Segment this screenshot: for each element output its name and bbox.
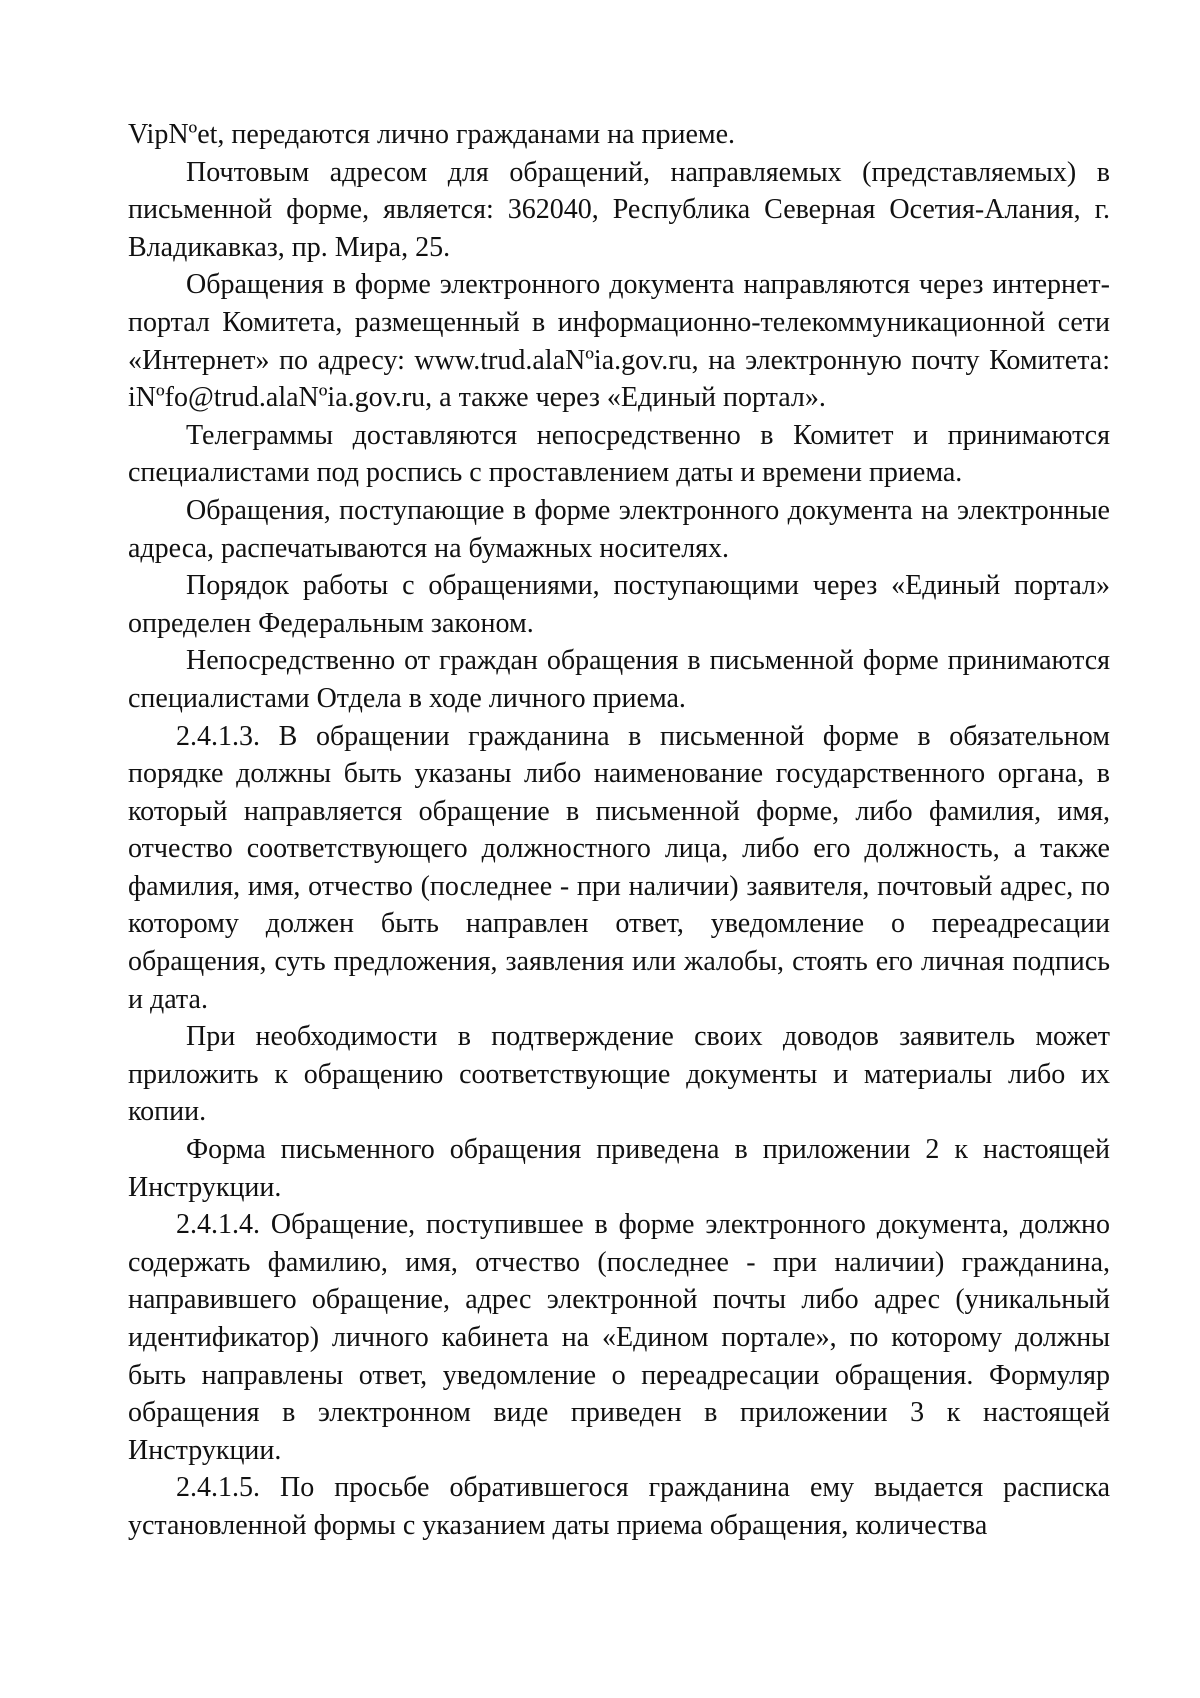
paragraph-electronic-channels: Обращения в форме электронного документа направляются через интернет-портал Комитета, размещенный в информационно-телекоммуникационной сети «Интернет» по адресу: www.trud.alaNºia.gov.ru, на электронную почту Комитета: iNºfo@trud.alaNºia.gov.ru, а также через «Единый портал». — [128, 269, 1110, 414]
paragraph-electronic-printing: Обращения, поступающие в форме электронного документа на электронные адреса, распечатываются на бумажных носителях. — [128, 494, 1110, 564]
section-2-4-1-5: 2.4.1.5. По просьбе обратившегося гражданина ему выдается расписка установленной формы с указанием даты приема обращения, количества — [128, 1472, 1110, 1541]
section-2-4-1-3: 2.4.1.3. В обращении гражданина в письменной форме в обязательном порядке должны быть указаны либо наименование государственного органа, в который направляется обращение в письменной форме, либо фамилия, имя, отчество соответствующего должностного лица, либо его должность, а также фамилия, имя, отчество (последнее - при наличии) заявителя, почтовый адрес, по которому должен быть направлен ответ, уведомление о переадресации обращения, суть предложения, заявления или жалобы, стоять его личная подпись и дата. — [128, 720, 1110, 1015]
section-2-4-1-4: 2.4.1.4. Обращение, поступившее в форме электронного документа, должно содержать фамилию, имя, отчество (последнее - при наличии) гражданина, направившего обращение, адрес электронной почты либо адрес (уникальный идентификатор) личного кабинета на «Едином портале», по которому должны быть направлены ответ, уведомление о переадресации обращения. Формуляр обращения в электронном виде приведен в приложении 3 к настоящей Инструкции. — [128, 1209, 1110, 1466]
paragraph-vipnet-continuation: VipNºet, передаются лично гражданами на приеме. — [128, 119, 736, 150]
paragraph-postal-address: Почтовым адресом для обращений, направляемых (представляемых) в письменной форме, является: 362040, Республика Северная Осетия-Алания, г. Владикавказ, пр. Мира, 25. — [128, 156, 1110, 263]
paragraph-appendix-2: Форма письменного обращения приведена в приложении 2 к настоящей Инструкции. — [128, 1134, 1110, 1203]
paragraph-unified-portal: Порядок работы с обращениями, поступающими через «Единый портал» определен Федеральным законом. — [128, 570, 1110, 639]
document-body — [128, 116, 1110, 1545]
paragraph-telegrams: Телеграммы доставляются непосредственно в Комитет и принимаются специалистами под роспись с проставлением даты и времени приема. — [128, 419, 1110, 489]
paragraph-attachments: При необходимости в подтверждение своих доводов заявитель может приложить к обращению соответствующие документы и материалы либо их копии. — [128, 1021, 1110, 1128]
paragraph-personal-reception: Непосредственно от граждан обращения в письменной форме принимаются специалистами Отдела в ходе личного приема. — [128, 645, 1110, 714]
